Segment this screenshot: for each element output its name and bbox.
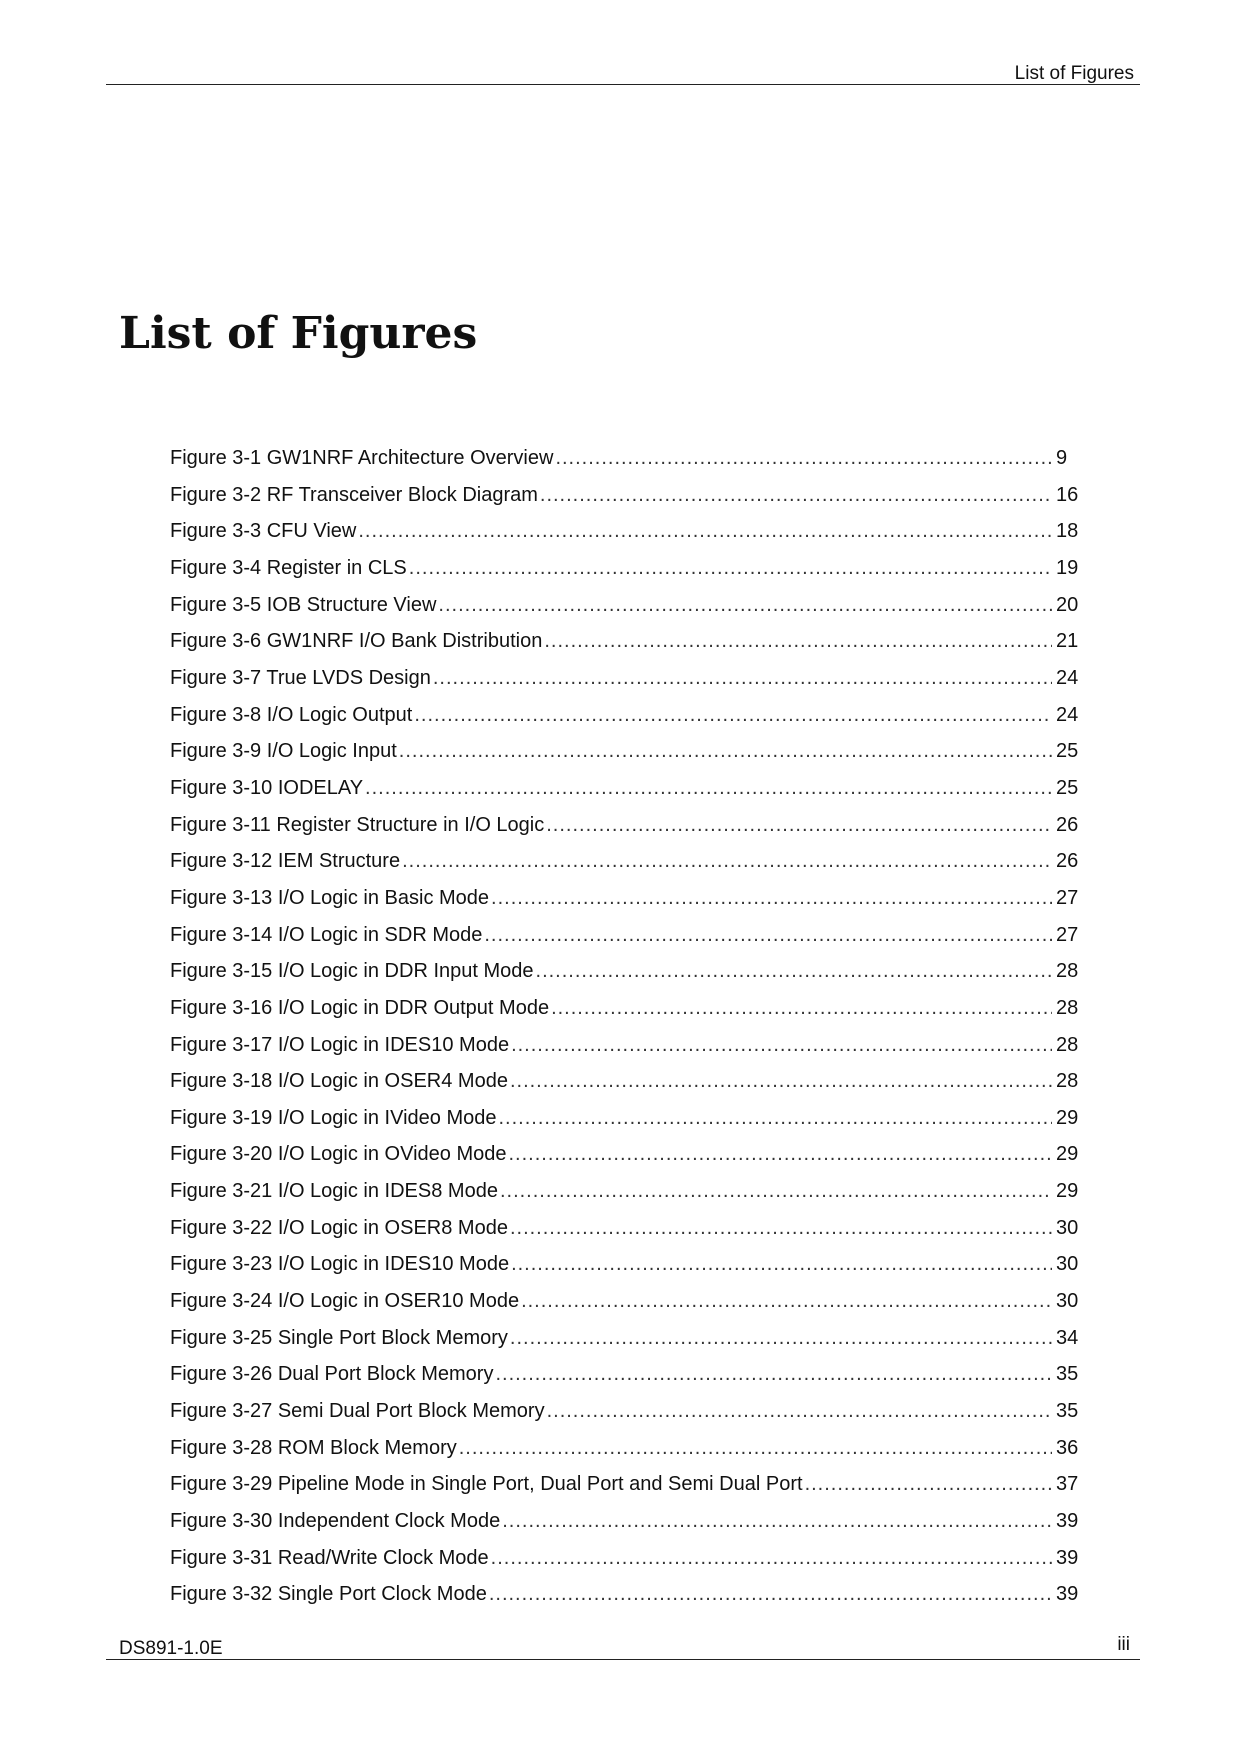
- toc-entry-page[interactable]: 26: [1056, 850, 1079, 873]
- dot-leader: [555, 440, 1052, 477]
- toc-entry-page[interactable]: 25: [1056, 776, 1079, 799]
- footer-divider: [106, 1659, 1140, 1660]
- dot-leader: [491, 880, 1052, 917]
- toc-entry[interactable]: [170, 440, 1088, 477]
- toc-entry-label[interactable]: Figure 3-28 ROM Block Memory: [170, 1436, 457, 1459]
- toc-entry[interactable]: [170, 477, 1088, 514]
- toc-entry-label[interactable]: Figure 3-17 I/O Logic in IDES10 Mode: [170, 1033, 510, 1056]
- toc-entry-label[interactable]: Figure 3-13 I/O Logic in Basic Mode: [170, 886, 490, 909]
- dot-leader: [510, 1320, 1052, 1357]
- dot-leader: [508, 1136, 1052, 1173]
- dot-leader: [536, 953, 1052, 990]
- dot-leader: [521, 1283, 1052, 1320]
- toc-entry[interactable]: [170, 1503, 1088, 1540]
- toc-entry-label[interactable]: Figure 3-31 Read/Write Clock Mode: [170, 1546, 489, 1569]
- toc-entry[interactable]: [170, 770, 1088, 807]
- toc-entry-page[interactable]: 28: [1056, 1033, 1079, 1056]
- toc-entry-label[interactable]: Figure 3-1 GW1NRF Architecture Overview: [170, 447, 554, 469]
- toc-entry[interactable]: [170, 1320, 1088, 1357]
- figure-list: [170, 440, 1088, 1613]
- toc-entry[interactable]: [170, 1100, 1088, 1137]
- toc-entry-label[interactable]: Figure 3-20 I/O Logic in OVideo Mode: [170, 1143, 507, 1166]
- toc-entry-label[interactable]: Figure 3-8 I/O Logic Output: [170, 703, 413, 726]
- toc-entry-page[interactable]: 26: [1056, 813, 1079, 836]
- toc-entry-label[interactable]: Figure 3-7 True LVDS Design: [170, 666, 431, 689]
- toc-entry-label[interactable]: Figure 3-3 CFU View: [170, 520, 357, 543]
- toc-entry[interactable]: [170, 1466, 1088, 1503]
- toc-entry[interactable]: [170, 1210, 1088, 1247]
- toc-entry[interactable]: [170, 1430, 1088, 1467]
- dot-leader: [547, 1393, 1052, 1430]
- toc-entry-label[interactable]: Figure 3-16 I/O Logic in DDR Output Mode: [170, 996, 550, 1019]
- dot-leader: [495, 1356, 1052, 1393]
- toc-entry-page[interactable]: 25: [1056, 740, 1079, 763]
- dot-leader: [489, 1576, 1052, 1613]
- toc-entry-label[interactable]: Figure 3-6 GW1NRF I/O Bank Distribution: [170, 630, 543, 653]
- dot-leader: [546, 807, 1052, 844]
- toc-entry-page[interactable]: 29: [1056, 1143, 1079, 1166]
- toc-entry-label[interactable]: Figure 3-14 I/O Logic in SDR Mode: [170, 923, 483, 946]
- toc-entry-page[interactable]: 21: [1056, 630, 1079, 653]
- toc-entry[interactable]: [170, 1576, 1088, 1613]
- toc-entry[interactable]: [170, 990, 1088, 1027]
- toc-entry-page[interactable]: 29: [1056, 1106, 1079, 1129]
- toc-entry-page[interactable]: 39: [1056, 1546, 1079, 1569]
- toc-entry-label[interactable]: Figure 3-23 I/O Logic in IDES10 Mode: [170, 1253, 510, 1276]
- toc-entry[interactable]: [170, 1136, 1088, 1173]
- dot-leader: [399, 733, 1052, 770]
- toc-entry[interactable]: [170, 1173, 1088, 1210]
- toc-entry-page[interactable]: 39: [1056, 1583, 1079, 1606]
- toc-entry-page[interactable]: 28: [1056, 996, 1079, 1019]
- toc-entry-page[interactable]: 9: [1056, 447, 1068, 469]
- dot-leader: [498, 1100, 1052, 1137]
- toc-entry[interactable]: [170, 550, 1088, 587]
- toc-entry[interactable]: [170, 1393, 1088, 1430]
- dot-leader: [438, 587, 1052, 624]
- toc-entry-page[interactable]: 29: [1056, 1180, 1079, 1203]
- dot-leader: [544, 623, 1052, 660]
- toc-entry-label[interactable]: Figure 3-32 Single Port Clock Mode: [170, 1583, 487, 1606]
- dot-leader: [484, 917, 1052, 954]
- toc-entry-label[interactable]: Figure 3-18 I/O Logic in OSER4 Mode: [170, 1070, 508, 1093]
- page-title: List of Figures: [119, 308, 478, 359]
- toc-entry[interactable]: [170, 587, 1088, 624]
- toc-entry-page[interactable]: 20: [1056, 593, 1079, 616]
- toc-entry-page[interactable]: 28: [1056, 960, 1079, 983]
- toc-entry[interactable]: [170, 697, 1088, 734]
- dot-leader: [510, 1063, 1052, 1100]
- toc-entry-label[interactable]: Figure 3-22 I/O Logic in OSER8 Mode: [170, 1216, 508, 1239]
- toc-entry-label[interactable]: Figure 3-15 I/O Logic in DDR Input Mode: [170, 960, 534, 983]
- dot-leader: [358, 513, 1052, 550]
- page-number: iii: [1117, 1634, 1130, 1655]
- toc-entry[interactable]: [170, 513, 1088, 550]
- toc-entry-page[interactable]: 30: [1056, 1253, 1079, 1276]
- toc-entry-label[interactable]: Figure 3-19 I/O Logic in IVideo Mode: [170, 1106, 497, 1129]
- toc-entry-page[interactable]: 34: [1056, 1326, 1079, 1349]
- toc-entry-page[interactable]: 30: [1056, 1290, 1079, 1313]
- toc-entry[interactable]: [170, 1356, 1088, 1393]
- toc-entry-page[interactable]: 30: [1056, 1216, 1079, 1239]
- toc-entry[interactable]: [170, 1246, 1088, 1283]
- toc-entry-label[interactable]: Figure 3-9 I/O Logic Input: [170, 740, 397, 763]
- dot-leader: [540, 477, 1052, 514]
- toc-entry-label[interactable]: Figure 3-2 RF Transceiver Block Diagram: [170, 483, 538, 506]
- toc-entry[interactable]: [170, 1540, 1088, 1577]
- dot-leader: [510, 1210, 1052, 1247]
- dot-leader: [459, 1430, 1052, 1467]
- toc-entry-label[interactable]: Figure 3-24 I/O Logic in OSER10 Mode: [170, 1290, 520, 1313]
- toc-entry-page[interactable]: 36: [1056, 1436, 1079, 1459]
- toc-entry[interactable]: [170, 660, 1088, 697]
- toc-entry-page[interactable]: 28: [1056, 1070, 1079, 1093]
- dot-leader: [551, 990, 1052, 1027]
- dot-leader: [409, 550, 1052, 587]
- dot-leader: [511, 1246, 1052, 1283]
- dot-leader: [511, 1027, 1052, 1064]
- dot-leader: [414, 697, 1052, 734]
- toc-entry[interactable]: [170, 917, 1088, 954]
- toc-entry-label[interactable]: Figure 3-12 IEM Structure: [170, 850, 401, 873]
- toc-entry-page[interactable]: 19: [1056, 556, 1079, 579]
- dot-leader: [402, 843, 1052, 880]
- toc-entry[interactable]: [170, 1283, 1088, 1320]
- running-header: List of Figures: [1014, 63, 1134, 84]
- toc-entry-page[interactable]: 24: [1056, 666, 1079, 689]
- toc-entry-label[interactable]: Figure 3-10 IODELAY: [170, 776, 364, 799]
- toc-entry[interactable]: [170, 1027, 1088, 1064]
- dot-leader: [805, 1466, 1052, 1503]
- document-id: DS891-1.0E: [119, 1638, 223, 1659]
- toc-entry[interactable]: [170, 843, 1088, 880]
- toc-entry[interactable]: [170, 807, 1088, 844]
- toc-entry-label[interactable]: Figure 3-29 Pipeline Mode in Single Port, Dual Port and Semi Dual Port: [170, 1473, 803, 1496]
- toc-entry-page[interactable]: 39: [1056, 1510, 1079, 1533]
- toc-entry-label[interactable]: Figure 3-26 Dual Port Block Memory: [170, 1363, 494, 1386]
- toc-entry[interactable]: [170, 1063, 1088, 1100]
- toc-entry[interactable]: [170, 953, 1088, 990]
- toc-entry-page[interactable]: 18: [1056, 520, 1079, 543]
- toc-entry[interactable]: [170, 733, 1088, 770]
- toc-entry-page[interactable]: 27: [1056, 923, 1079, 946]
- toc-entry-label[interactable]: Figure 3-30 Independent Clock Mode: [170, 1510, 501, 1533]
- toc-entry-page[interactable]: 35: [1056, 1400, 1079, 1423]
- toc-entry-label[interactable]: Figure 3-25 Single Port Block Memory: [170, 1326, 508, 1349]
- toc-entry[interactable]: [170, 880, 1088, 917]
- toc-entry-page[interactable]: 35: [1056, 1363, 1079, 1386]
- dot-leader: [433, 660, 1052, 697]
- header-divider: [106, 84, 1140, 85]
- toc-entry-label[interactable]: Figure 3-21 I/O Logic in IDES8 Mode: [170, 1180, 498, 1203]
- toc-entry-page[interactable]: 37: [1056, 1473, 1079, 1496]
- toc-entry-label[interactable]: Figure 3-4 Register in CLS: [170, 556, 407, 579]
- toc-entry-page[interactable]: 16: [1056, 483, 1079, 506]
- toc-entry-label[interactable]: Figure 3-11 Register Structure in I/O Logic: [170, 813, 545, 836]
- dot-leader: [502, 1503, 1052, 1540]
- dot-leader: [500, 1173, 1052, 1210]
- toc-entry-label[interactable]: Figure 3-27 Semi Dual Port Block Memory: [170, 1400, 545, 1423]
- toc-entry[interactable]: [170, 623, 1088, 660]
- toc-entry-page[interactable]: 27: [1056, 886, 1079, 909]
- toc-entry-page[interactable]: 24: [1056, 703, 1079, 726]
- dot-leader: [365, 770, 1052, 807]
- toc-entry-label[interactable]: Figure 3-5 IOB Structure View: [170, 593, 437, 616]
- dot-leader: [491, 1540, 1052, 1577]
